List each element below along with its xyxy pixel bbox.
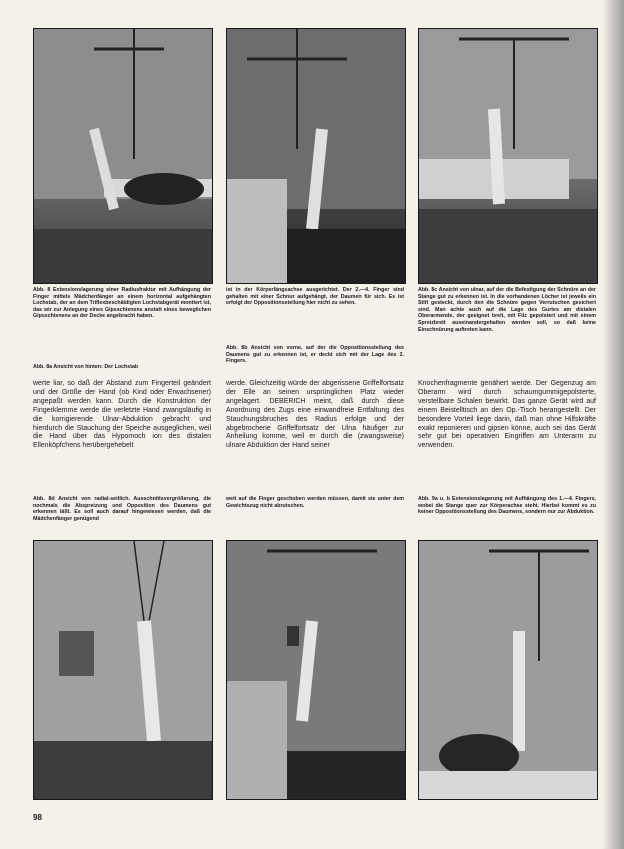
caption-top-mid: Abb. 8b Ansicht von vorne, auf der die Oppositionsstellung des Daumens gut zu erkennen ist, er deckt sich mit der Lage des 2. Fingers.	[226, 345, 404, 365]
caption-top-left: Abb. 8 Extensionslagerung einer Radiusfraktur mit Aufhängung der Finger mittels Mädchenfänger an einem horizontal aufgehängten Lochstab, der an dem Triflexbeschäldigten Lochstabgerät montiert ist, das wir zur Anlegung eines Gipsschienens anstatt eines beweglichen Gipsschienens an der Decke angebracht haben.	[33, 287, 211, 320]
caption-bottom-right: Abb. 9a u. b Extensionslagerung mit Aufhängung des 1.—4. Fingers, wobei die Stange quer zur Körperachse steht. Hierbei kommt es zu keiner Oppositionsstellung des Daumens, sondern nur zur Abduktion.	[418, 496, 596, 516]
photo-bottom-mid	[226, 540, 406, 800]
photo-bottom-right-art	[419, 541, 597, 799]
photo-bottom-right	[418, 540, 598, 800]
caption-top-left-b: Abb. 8a Ansicht von hinten: Der Lochstab	[33, 364, 139, 370]
photo-top-right-art	[419, 29, 597, 283]
photo-bottom-left-art	[34, 541, 212, 799]
caption-top-right: Abb. 8c Ansicht von ulnar, auf der die Befestigung der Schnüre an der Stange gut zu erkennen ist. In die vorhandenen Löcher ist jeweils ein Stift gesteckt, durch den die Schnüre gegen Verrutschen gesichert sind. Man achte auch auf die Lage des Gurtes am distalen Oberarmende, der geeignet breit, mit Filz gepolstert und mit einem Spreizbrett auseinandergehalten werden soll, so daß keine Einschnürung auftreten kann.	[418, 287, 596, 333]
photo-bottom-left	[33, 540, 213, 800]
caption-bottom-left: Abb. 8d Ansicht von radial-seitlich. Ausschnittsvergrößerung, die nochmals die Abspreizung und Opposition des Daumens gut erkennen läßt. Es soll auch darauf hingewiesen werden, daß die Mädchenfänger genügend	[33, 496, 211, 522]
photo-top-left	[33, 28, 213, 284]
body-col-2: werde. Gleichzeitig würde der abgerissene Griffelfortsatz der Elle an seinen ursprünglichen Platz wieder angelagert. DEBERICH meint, daß durch diese Anordnung des Zugs eine einwandfreie Entfaltung des Stauchungsbruches des Radius erfolge und der abgebrochene Griffelfortsatz der Ulna häufiger zur Anheilung komme, weil er durch die (zwangsweise) ulnare Abduktion der Hand seiner	[226, 380, 404, 450]
photo-top-mid	[226, 28, 406, 284]
body-col-1: werte liar, so daß der Abstand zum Fingerteil geändert und der Größe der Hand (ob Kind oder Erwachsener) angepaßt werden kann. Durch die Konstruktion der Fingerklemme werde die verletzte Hand zwangsläufig in die korrigierende Ulnar-Abduktion gebracht und hierdurch die Stauchung der Speiche ausgeglichen, weil die Hand über das Hypomoch ion des distalen Ellenköpfchens herübergehebelt	[33, 380, 211, 450]
photo-top-right	[418, 28, 598, 284]
page-number: 98	[33, 813, 42, 822]
caption-bottom-mid: weit auf die Finger geschoben werden müssen, damit sie unter dem Gewichtszug nicht abrutschen.	[226, 496, 404, 509]
body-col-3: Knochenfragmente genähert werde. Der Gegenzug am Oberarm wird durch schaumgummigepolsterte, verstellbare Schalen bewirkt. Das ganze Gerät wird auf einem Beistelltisch an den Op.-Tisch herangestellt. Der besondere Vorteil liege darin, daß man ohne Hilfskräfte exakt reponieren und gipsen könne, auch sei das Gerät sehr gut bei operativen Eingriffen am Unterarm zu verwenden.	[418, 380, 596, 450]
photo-top-left-art	[34, 29, 212, 283]
photo-bottom-mid-art	[227, 541, 405, 799]
photo-top-mid-art	[227, 29, 405, 283]
caption-top-mid-cont: ist in der Körperlängsachse ausgerichtet. Der 2.—4. Finger sind gehalten mit einer Schnur aufgehängt, der Daumen für sich. Es ist erfolgt der Oppositionsstellung hier nicht zu sehen.	[226, 287, 404, 307]
page-binding-shadow	[602, 0, 624, 849]
